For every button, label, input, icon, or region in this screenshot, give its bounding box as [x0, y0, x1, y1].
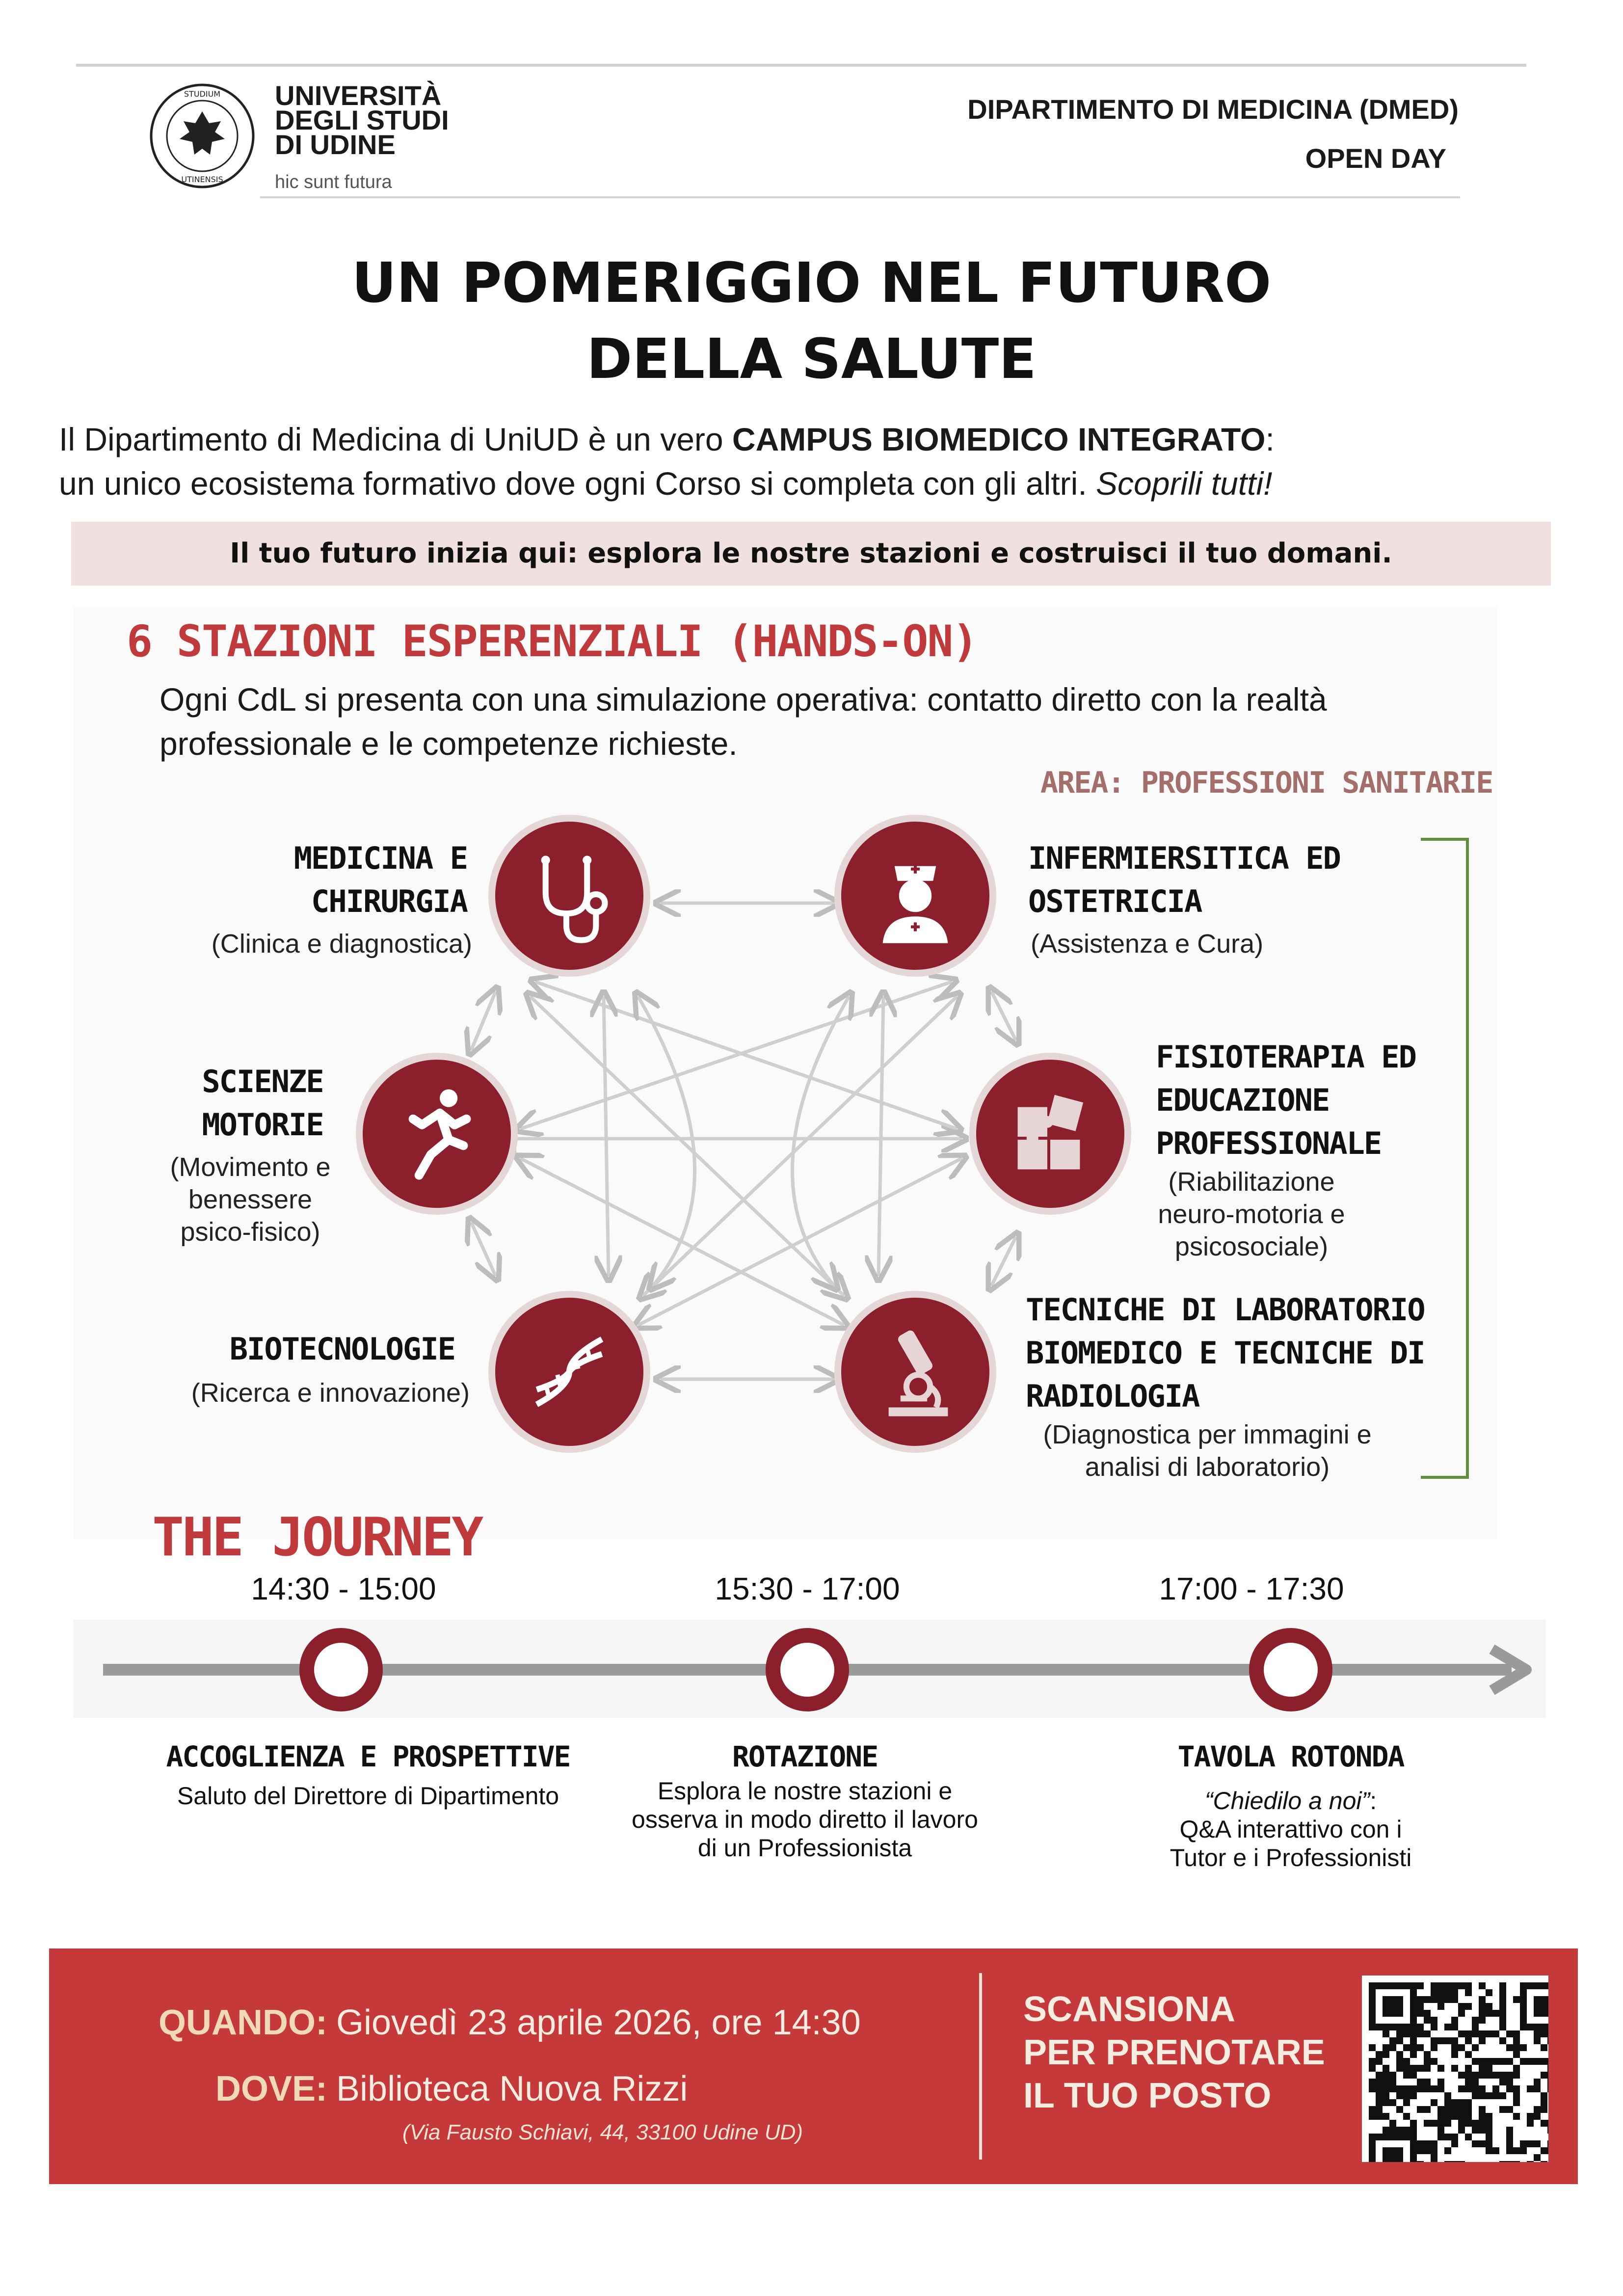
step-3-desc	[1045, 1787, 1536, 1872]
station-fisioterapia-desc-1: (Riabilitazione	[1168, 1167, 1335, 1197]
link-infermieristica-fisioterapia	[991, 991, 1016, 1041]
step-2-desc-3: di un Professionista	[697, 1834, 912, 1862]
link-fisioterapia-laboratorio	[991, 1237, 1016, 1286]
station-medicina-desc: (Clinica e diagnostica)	[211, 929, 472, 959]
station-infermieristica-title-2: OSTETRICIA	[1028, 883, 1202, 919]
when-label: QUANDO:	[159, 2003, 327, 2042]
scan-line-1: SCANSIONA	[1023, 1990, 1236, 2029]
title-line-1: UN POMERIGGIO NEL FUTURO	[351, 251, 1272, 315]
intro-italic: Scoprili tutti!	[1096, 465, 1273, 502]
station-medicina-title-2: CHIRURGIA	[311, 883, 467, 919]
event-type: OPEN DAY	[1305, 143, 1446, 174]
title-line-2: DELLA SALUTE	[586, 327, 1037, 391]
microscope-icon	[841, 1298, 989, 1446]
step-3-desc-1: Q&A interattivo con i	[1179, 1815, 1402, 1843]
station-infermieristica-circle	[834, 815, 996, 977]
step-2-title: ROTAZIONE	[732, 1740, 878, 1773]
puzzle-icon	[976, 1060, 1124, 1208]
link-medicina-biotecnologie	[604, 996, 609, 1276]
station-laboratorio-title-2: BIOMEDICO E TECNICHE DI	[1026, 1335, 1425, 1371]
station-laboratorio-title-3: RADIOLOGIA	[1026, 1378, 1199, 1414]
intro-part-2: :	[1265, 421, 1275, 457]
stations-description: Ogni CdL si presenta con una simulazione operativa: contatto diretto con la realtà professionale e le competenze richieste.	[160, 681, 1327, 762]
step-2-desc-2: osserva in modo diretto il lavoro	[632, 1806, 978, 1833]
step-2-node	[766, 1628, 849, 1711]
step-1-title: ACCOGLIENZA E PROSPETTIVE	[166, 1740, 570, 1773]
station-scienze-title-1: SCIENZE	[202, 1064, 323, 1099]
station-infermieristica-desc: (Assistenza e Cura)	[1031, 929, 1264, 959]
when-value: Giovedì 23 aprile 2026, ore 14:30	[336, 2003, 861, 2042]
footer-divider	[979, 1973, 982, 2160]
station-laboratorio-desc-1: (Diagnostica per immagini e	[1043, 1420, 1372, 1449]
station-laboratorio-desc	[1021, 1418, 1394, 1483]
university-line-3: DI UDINE	[275, 129, 396, 160]
station-infermieristica-title-1: INFERMIERSITICA ED	[1028, 840, 1340, 876]
step-1-desc: Saluto del Direttore di Dipartimento	[177, 1782, 559, 1810]
svg-text:UTINENSIS: UTINENSIS	[181, 175, 223, 184]
area-bracket	[1421, 839, 1467, 1477]
station-medicina-title	[294, 837, 467, 923]
university-line-2: DEGLI STUDI	[275, 105, 449, 135]
stations-section-title: 6 STAZIONI ESPERENZIALI (HANDS-ON)	[127, 616, 978, 667]
qr-code-icon	[1362, 1976, 1548, 2162]
station-scienze-circle	[356, 1053, 518, 1215]
station-biotecnologie-desc: (Ricerca e innovazione)	[191, 1378, 470, 1408]
step-3-quote: “Chiedilo a noi”	[1204, 1787, 1370, 1815]
station-fisioterapia-desc-2: neuro-motoria e	[1158, 1200, 1345, 1229]
step-3-desc-2: Tutor e i Professionisti	[1170, 1844, 1412, 1871]
svg-text:STUDIUM: STUDIUM	[184, 89, 221, 99]
step-3-title: TAVOLA ROTONDA	[1177, 1740, 1404, 1773]
where-value: Biblioteca Nuova Rizzi	[336, 2069, 688, 2109]
tagline-banner: Il tuo futuro inizia qui: esplora le nostre stazioni e costruisci il tuo domani.	[71, 522, 1551, 586]
station-scienze-desc-1: (Movimento e	[170, 1152, 331, 1182]
area-label: AREA: PROFESSIONI SANITARIE	[1040, 766, 1493, 800]
station-infermieristica-title	[1028, 837, 1340, 923]
stethoscope-icon	[495, 822, 643, 970]
qr-code[interactable]	[1362, 1976, 1548, 2162]
step-2-desc	[559, 1777, 1050, 1862]
step-3-quote-line	[1045, 1787, 1536, 1815]
scan-instructions	[1023, 1988, 1396, 2117]
station-medicina-circle	[488, 815, 650, 977]
running-person-icon	[363, 1060, 511, 1208]
nurse-icon	[841, 822, 989, 970]
station-laboratorio-title-1: TECNICHE DI LABORATORIO	[1026, 1292, 1425, 1328]
station-biotecnologie-title: BIOTECNOLOGIE	[229, 1331, 455, 1367]
department-name: DIPARTIMENTO DI MEDICINA (DMED)	[967, 94, 1459, 125]
step-2-desc-1: Esplora le nostre stazioni e	[657, 1777, 953, 1805]
step-1-time: 14:30 - 15:00	[251, 1571, 436, 1606]
university-line-1: UNIVERSITÀ	[275, 80, 442, 111]
station-scienze-title-2: MOTORIE	[202, 1107, 323, 1143]
station-fisioterapia-title-2: EDUCAZIONE	[1156, 1082, 1330, 1118]
address: (Via Fausto Schiavi, 44, 33100 Udine UD)	[402, 2120, 803, 2144]
step-3-node	[1249, 1628, 1332, 1711]
scan-line-2: PER PRENOTARE	[1023, 2033, 1325, 2072]
university-motto: hic sunt futura	[275, 172, 392, 192]
station-fisioterapia-title	[1156, 1036, 1416, 1165]
dna-icon	[495, 1298, 643, 1446]
station-scienze-desc	[147, 1151, 353, 1248]
station-scienze-desc-3: psico-fisico)	[180, 1217, 320, 1247]
station-scienze-title	[167, 1060, 358, 1147]
where-label: DOVE:	[215, 2069, 327, 2109]
step-3-quote-suffix: :	[1370, 1787, 1377, 1815]
scan-line-3: IL TUO POSTO	[1023, 2076, 1272, 2115]
station-fisioterapia-title-3: PROFESSIONALE	[1156, 1125, 1382, 1161]
link-infermieristica-scienze	[520, 982, 952, 1129]
station-laboratorio-circle	[834, 1291, 996, 1453]
station-fisioterapia-desc	[1129, 1166, 1374, 1263]
journey-title: THE JOURNEY	[152, 1507, 482, 1568]
station-biotecnologie-circle	[488, 1291, 650, 1453]
intro-bold: CAMPUS BIOMEDICO INTEGRATO	[732, 421, 1266, 457]
link-infermieristica-biotecnologie	[643, 996, 957, 1296]
link-medicina-scienze	[471, 991, 496, 1050]
station-laboratorio-title	[1026, 1288, 1425, 1418]
station-fisioterapia-title-1: FISIOTERAPIA ED	[1156, 1039, 1416, 1075]
station-fisioterapia-desc-3: psicosociale)	[1174, 1232, 1329, 1261]
step-1-node	[299, 1628, 383, 1711]
link-scienze-biotecnologie	[471, 1222, 496, 1276]
link-infermieristica-laboratorio	[878, 996, 883, 1276]
intro-line-2-text: un unico ecosistema formativo dove ogni Corso si completa con gli altri.	[59, 465, 1096, 502]
step-2-time: 15:30 - 17:00	[715, 1571, 900, 1606]
station-fisioterapia-circle	[969, 1053, 1131, 1215]
link-medicina-laboratorio	[530, 996, 844, 1296]
step-3-time: 17:00 - 17:30	[1159, 1571, 1344, 1606]
station-medicina-title-1: MEDICINA E	[293, 840, 467, 876]
station-scienze-desc-2: benessere	[188, 1185, 313, 1214]
station-laboratorio-desc-2: analisi di laboratorio)	[1085, 1452, 1330, 1482]
intro-part-1: Il Dipartimento di Medicina di UniUD è un vero	[59, 421, 732, 457]
